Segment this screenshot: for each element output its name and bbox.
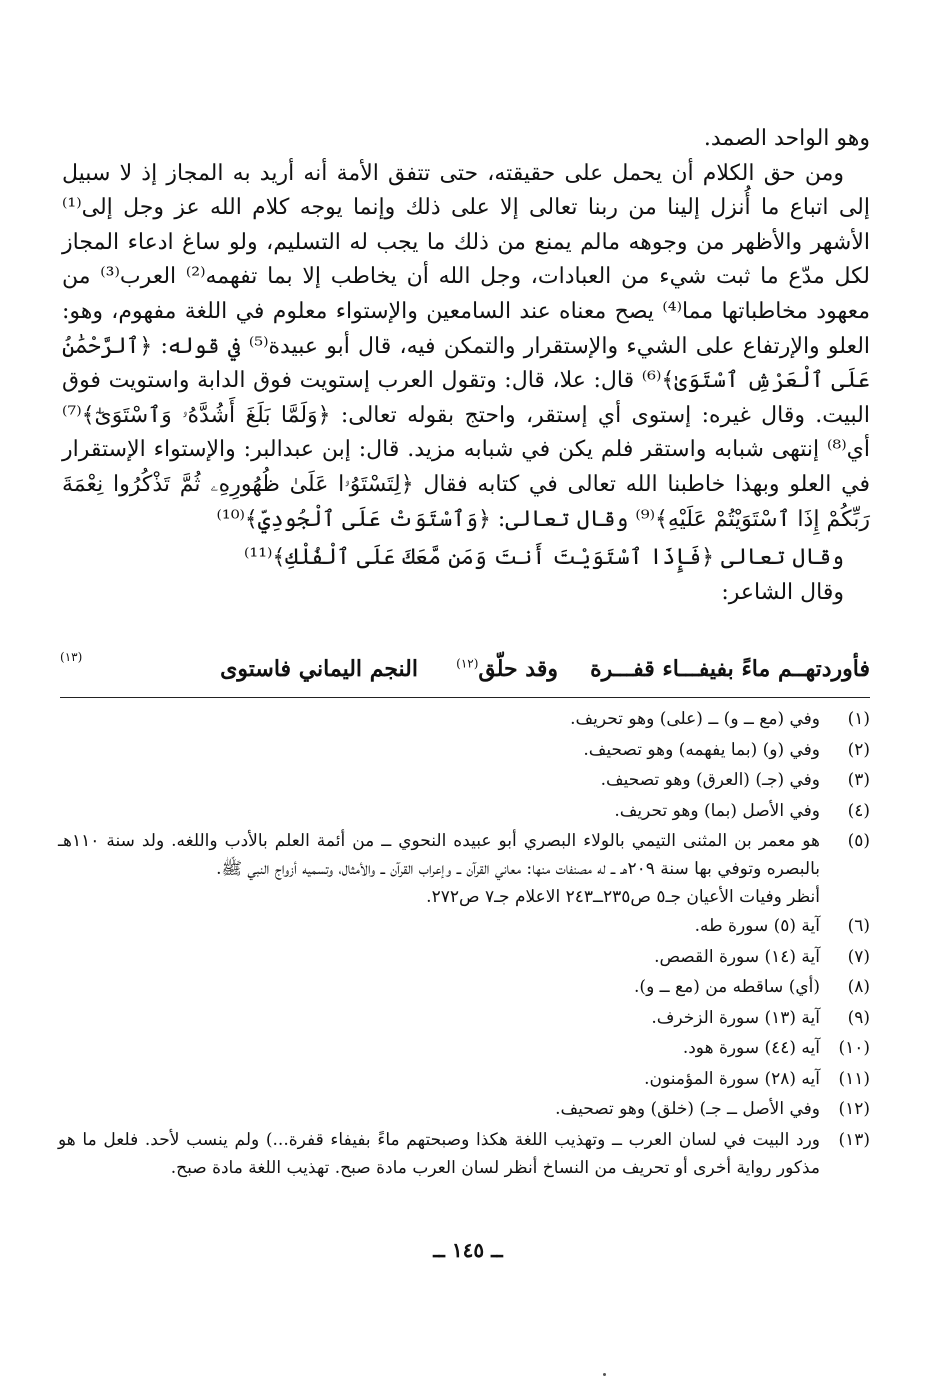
footnotes xyxy=(58,704,876,1182)
opening-line: وهو الواحد الصمد. xyxy=(703,126,870,151)
footnote-text: وفي الأصل ــ جـ) (خلق) وهو تصحيف. xyxy=(555,1099,820,1119)
scan-speck xyxy=(603,1373,606,1376)
poet-intro: وقال الشاعر: xyxy=(721,579,844,605)
footnote-text: آيه (٤٤) سورة هود. xyxy=(682,1038,820,1058)
footnote-text: ورد البيت في لسان العرب ــ وتهذيب اللغة هكذا وصبحتهم ماءً بفيفاء قفرة...) ولم ينسب لأحد. فلعل ما هو مذكور رواية أخرى أو تحريف من النساخ أنظر لسان العرب مادة صبح. تهذيب اللغة مادة صبح. xyxy=(58,1129,820,1178)
footnote-number: (٢) xyxy=(847,739,870,760)
footnote-text: آية (١٤) سورة القصص. xyxy=(654,946,820,967)
footnote-3 xyxy=(58,765,876,796)
footnote-separator xyxy=(60,697,870,698)
footnote-text xyxy=(58,826,820,911)
footnote-number: (٥) xyxy=(847,831,870,851)
footnote-2 xyxy=(58,735,876,766)
footnote-1 xyxy=(58,704,876,735)
footnote-number: (١٢) xyxy=(838,1099,870,1119)
page-number: ــ ١٤٥ ــ xyxy=(433,1238,503,1262)
footnote-number: (١٣) xyxy=(838,1129,870,1150)
footnote-10 xyxy=(58,1033,876,1064)
footnote-text: وفي (و) (بما يفهمه) وهو تصحيف. xyxy=(583,739,820,760)
footnote-ref-13: (١٣) xyxy=(60,650,83,664)
quran-line-falak: وقال تعالى ﴿فَإِذَا ٱسْتَوَيْتَ أَنتَ وَمَن مَّعَكَ عَلَى ٱلْفُلْكِ﴾⁽¹¹⁾ xyxy=(243,545,844,571)
verse-hemistich-2-a xyxy=(456,656,558,682)
footnote-number: (١٠) xyxy=(838,1038,870,1058)
footnote-12 xyxy=(58,1094,876,1125)
footnote-ref-12: (١٢) xyxy=(456,656,479,671)
footnote-text: آية (٥) سورة طه. xyxy=(694,916,820,936)
footnote-text: آيه (٢٨) سورة المؤمنون. xyxy=(644,1068,820,1089)
verse-hemistich-1: فأوردتهــم ماءً بفيفـــاء قفـــرة xyxy=(590,656,870,682)
footnote-text: آية (١٣) سورة الزخرف. xyxy=(651,1007,820,1028)
footnote-text: (أي) ساقطه من (مع ــ و). xyxy=(634,977,820,997)
verse-hemistich-2-a-text: وقد حلّق xyxy=(478,656,558,682)
footnote-text: وفي (جـ) (العرق) وهو تصحيف. xyxy=(600,770,820,790)
footnote-6 xyxy=(58,911,876,942)
footnote-4 xyxy=(58,796,876,827)
poetry-verse xyxy=(60,652,870,694)
footnote-number: (٨) xyxy=(847,977,870,997)
footnote-number: (٦) xyxy=(847,916,870,936)
footnote-number: (١١) xyxy=(838,1068,870,1089)
footnote-8 xyxy=(58,972,876,1003)
footnote-text: وفي (مع ــ و) ــ (على) وهو تحريف. xyxy=(570,709,820,729)
footnote-5-reference: أنظر وفيات الأعيان جـ٥ ص٢٣٥ــ٢٤٣ الاعلام جـ٧ ص٢٧٢. xyxy=(426,887,820,907)
footnote-number: (٩) xyxy=(847,1007,870,1028)
footnote-number: (١) xyxy=(847,709,870,729)
footnote-number: (٤) xyxy=(847,800,870,821)
footnote-text: وفي الأصل (بما) وهو تحريف. xyxy=(614,800,820,821)
footnote-number: (٧) xyxy=(847,946,870,967)
main-paragraph: ومن حق الكلام أن يحمل على حقيقته، حتى تتفق الأمة أنه أريد به المجاز إذ لا سبيل إلى اتباع ما أُنزل إلينا من ربنا تعالى إلا على ذلك وإنما يوجه كلام الله عز وجل إلى⁽¹⁾ الأشهر والأظهر من وجوهه مالم يمنع من ذلك ما يجب له التسليم، ولو ساغ ادعاء المجاز لكل مدّع ما ثبت شيء من العبادات، وجل الله أن يخاطب إلا بما تفهمه⁽²⁾ العرب⁽³⁾ من معهود مخاطباتها مما⁽⁴⁾ يصح معناه عند السامعين والإستواء معلوم في اللغة مفهوم، وهو: العلو والإرتفاع على الشيء والإستقرار والتمكن فيه، قال أبو عبيدة⁽⁵⁾ في قوله: ﴿ٱلرَّحْمَٰنُ عَلَى ٱلْعَرْشِ ٱسْتَوَىٰ﴾⁽⁶⁾ قال: علا، قال: وتقول العرب إستويت فوق الدابة واستويت فوق البيت. وقال غيره: إستوى أي إستقر، واحتج بقوله تعالى: ﴿وَلَمَّا بَلَغَ أَشُدَّهُۥ وَٱسْتَوَىٰٓ﴾⁽⁷⁾ أي⁽⁸⁾ إنتهى شبابه واستقر فلم يكن في شبابه مزيد. قال: إبن عبدالبر: والإستواء الإستقرار في العلو وبهذا خاطبنا الله تعالى في كتابه فقال ﴿لِتَسْتَوُۥا عَلَىٰ ظُهُورِهِۦ ثُمَّ تَذْكُرُوا نِعْمَةَ رَبِّكُمْ إِذَا ٱسْتَوَيْتُمْ عَلَيْهِ﴾⁽⁹⁾ وقال تعالى: ﴿وَٱسْتَوَتْ عَلَى ٱلْجُودِيِّ﴾⁽¹⁰⁾ xyxy=(62,160,871,532)
footnote-number: (٣) xyxy=(847,770,870,790)
main-text xyxy=(62,122,870,610)
footnote-7 xyxy=(58,942,876,973)
verse-hemistich-2-b: النجم اليماني فاستوى xyxy=(220,656,418,682)
footnote-9 xyxy=(58,1003,876,1034)
footnote-11 xyxy=(58,1064,876,1095)
footnote-5-body: هو معمر بن المثنى التيمي بالولاء البصري أبو عبيده النحوي ــ من أئمة العلم بالأدب واللغه. ولد سنة ١١٠هـ بالبصره وتوفي بها سنة ٢٠٩هـ ــ له مصنفات منها: معاني القرآن ــ وإعراب القرآن ــ والأمثال، وتسميه أزواج النبي ﷺ. xyxy=(58,831,820,879)
footnote-5 xyxy=(58,826,876,911)
footnote-13 xyxy=(58,1125,876,1182)
